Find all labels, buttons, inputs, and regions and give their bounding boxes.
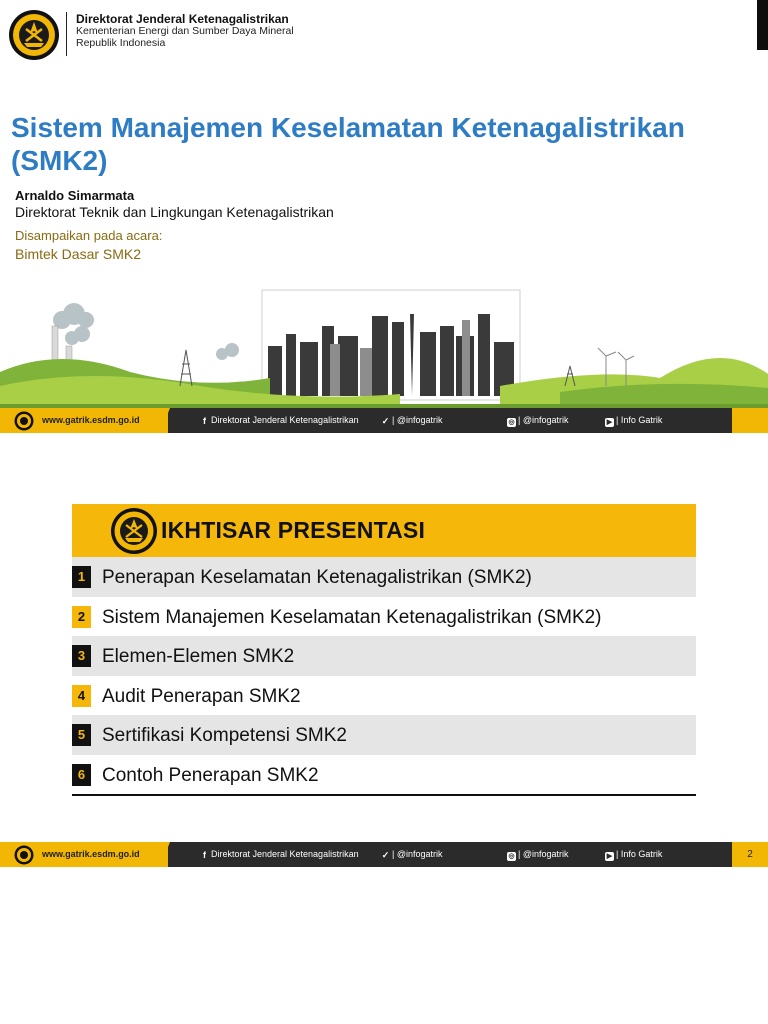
facebook-link[interactable]: f Direktorat Jenderal Ketenagalistrikan (200, 849, 359, 860)
agenda-title: IKHTISAR PRESENTASI (161, 517, 426, 543)
twitter-icon: ✓ (381, 416, 390, 426)
agenda-number: 6 (72, 764, 91, 786)
agenda-item-label: Sertifikasi Kompetensi SMK2 (102, 725, 347, 746)
twitter-link[interactable]: ✓ | @infogatrik (381, 849, 443, 860)
website-link[interactable]: www.gatrik.esdm.go.id (42, 849, 140, 859)
page-number: 2 (747, 849, 753, 860)
website-link[interactable]: www.gatrik.esdm.go.id (42, 415, 140, 425)
presenter-name: Arnaldo Simarmata (15, 188, 135, 203)
instagram-icon: ◎ (508, 419, 515, 426)
agenda-list (72, 557, 696, 794)
twitter-link[interactable]: ✓ | @infogatrik (381, 415, 443, 426)
youtube-icon: ▶ (606, 853, 613, 860)
agenda-number: 5 (72, 724, 91, 746)
header-divider (66, 12, 67, 56)
agenda-item-label: Audit Penerapan SMK2 (102, 685, 301, 707)
agenda-number: 3 (72, 645, 91, 667)
country-name: Republik Indonesia (76, 37, 166, 49)
energy-landscape-illustration (0, 286, 768, 410)
esdm-logo-icon (110, 507, 158, 555)
esdm-logo-icon (14, 845, 34, 865)
agenda-bottom-rule (72, 794, 696, 796)
agenda-item-label: Sistem Manajemen Keselamatan Ketenagalistrikan (SMK2) (102, 606, 602, 628)
event-name: Bimtek Dasar SMK2 (15, 246, 142, 262)
event-label: Disampaikan pada acara: (15, 228, 163, 243)
youtube-icon: ▶ (606, 419, 613, 426)
agenda-item-label: Penerapan Keselamatan Ketenagalistrikan (SMK2) (102, 567, 532, 588)
agenda-item-label: Contoh Penerapan SMK2 (102, 764, 319, 786)
footer-bar (0, 842, 768, 867)
agenda-item (72, 636, 696, 676)
esdm-logo-icon (8, 9, 60, 61)
facebook-icon: f (203, 416, 206, 426)
ministry-name: Kementerian Energi dan Sumber Daya Mineral (76, 25, 294, 37)
slide-title: Sistem Manajemen Keselamatan Ketenagalistrikan (SMK2) (11, 112, 685, 176)
agenda-item (72, 755, 696, 795)
facebook-link[interactable]: f Direktorat Jenderal Ketenagalistrikan (200, 415, 359, 426)
facebook-icon: f (203, 850, 206, 860)
youtube-link[interactable]: ▶ | Info Gatrik (606, 415, 663, 426)
instagram-link[interactable]: ◎ | @infogatrik (508, 849, 569, 860)
corner-bar (757, 0, 768, 50)
header-text (76, 13, 294, 49)
presenter-department: Direktorat Teknik dan Lingkungan Ketenagalistrikan (15, 204, 334, 220)
agenda-item (72, 557, 696, 597)
youtube-link[interactable]: ▶ | Info Gatrik (606, 849, 663, 860)
instagram-icon: ◎ (508, 853, 515, 860)
agenda-item (72, 676, 696, 716)
twitter-icon: ✓ (381, 850, 390, 860)
agenda-number: 2 (72, 606, 91, 628)
agenda-number: 1 (72, 566, 91, 588)
esdm-logo-icon (14, 411, 34, 431)
instagram-link[interactable]: ◎ | @infogatrik (508, 415, 569, 426)
agenda-item (72, 715, 696, 755)
org-name: Direktorat Jenderal Ketenagalistrikan (76, 12, 289, 26)
agenda-item-label: Elemen-Elemen SMK2 (102, 646, 295, 667)
agenda-number: 4 (72, 685, 91, 707)
agenda-item (72, 597, 696, 637)
footer-bar (0, 408, 768, 433)
